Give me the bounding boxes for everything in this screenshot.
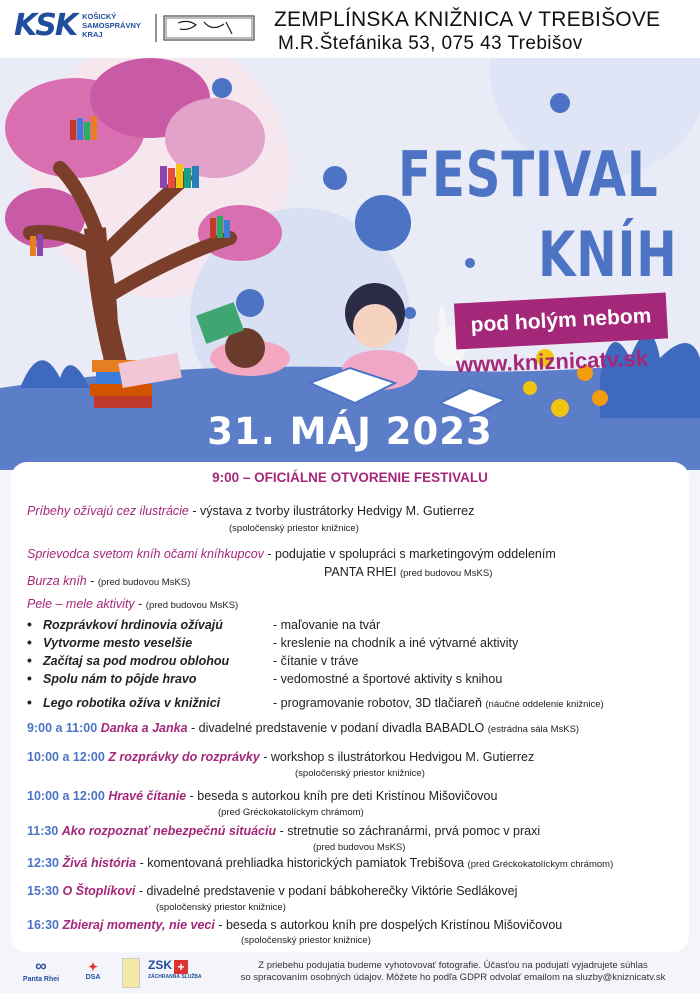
event-row	[27, 884, 517, 898]
bullet: •	[27, 694, 32, 710]
item-text: - podujatie v spolupráci s marketingovým oddelením	[263, 547, 556, 561]
event-title: Zbieraj momenty, nie veci	[62, 918, 215, 932]
event-text: - komentovaná prehliadka historických pamiatok Trebišova	[136, 856, 465, 870]
event-text: - divadelné predstavenie v podaní divadla BABADLO	[187, 721, 485, 735]
event-text: - beseda s autorkou kníh pre dospelých Kristínou Mišovičovou	[214, 918, 563, 932]
activity-desc	[273, 696, 604, 710]
zsk-logo	[148, 958, 210, 980]
ksk-line-2: SAMOSPRÁVNY	[82, 21, 141, 30]
hero-banner	[0, 58, 700, 470]
activity-name: Vytvorme mesto veselšie	[43, 636, 193, 650]
item-title: Burza kníh	[27, 574, 87, 588]
red-cross-icon: +	[174, 960, 188, 974]
festival-title-line-2: KNÍH	[538, 218, 678, 291]
event-location: (spoločenský priestor knižnice)	[295, 768, 425, 779]
library-logo	[150, 10, 258, 46]
infinity-icon: ∞	[35, 958, 47, 975]
gdpr-line-1: Z priebehu podujatia budeme vyhotovovať fotografie. Účasťou na podujatí vyjadrujete súhlas	[258, 960, 648, 971]
bullet: •	[27, 634, 32, 650]
event-location: (spoločenský priestor knižnice)	[156, 902, 286, 913]
ksk-logo	[14, 8, 141, 43]
panta-rhei-logo	[18, 958, 64, 983]
program-item-exhibition	[27, 504, 474, 518]
event-row	[27, 750, 534, 764]
activity-name: Lego robotika ožíva v knižnici	[43, 696, 221, 710]
footer	[0, 952, 700, 993]
library-name: ZEMPLÍNSKA KNIŽNICA V TREBIŠOVE	[274, 8, 661, 31]
event-location: (pred Gréckokatolíckym chrámom)	[467, 859, 614, 870]
event-row	[27, 856, 613, 870]
item-location: (pred budovou MsKS)	[97, 577, 191, 588]
item-separator: -	[134, 597, 146, 611]
partner-name: PANTA RHEI	[324, 565, 397, 579]
panta-rhei-label: Panta Rhei	[22, 976, 60, 983]
bullet: •	[27, 670, 32, 686]
event-title: Hravé čítanie	[108, 789, 187, 803]
event-text: - stretnutie so záchranármi, prvá pomoc v praxi	[276, 824, 541, 838]
gdpr-notice	[218, 960, 688, 984]
activity-desc: - maľovanie na tvár	[273, 618, 381, 632]
event-location: (pred budovou MsKS)	[313, 842, 406, 853]
program-item-booksellers-partner	[324, 565, 492, 579]
event-time: 10:00 a 12:00	[27, 750, 105, 764]
event-title: Ako rozpoznať nebezpečnú situáciu	[61, 824, 277, 838]
item-location: (pred budovou MsKS)	[145, 600, 239, 611]
item-location: (náučné oddelenie knižnice)	[485, 699, 604, 710]
badge-logo	[122, 958, 140, 988]
event-title: Živá história	[62, 856, 137, 870]
dsa-label: DSA	[85, 974, 101, 981]
program-item-booksellers	[27, 547, 556, 561]
gdpr-line-2: so spracovaním osobných údajov. Môžete ho podľa GDPR odvolať emailom na sluzby@kniznicatv.sk	[240, 972, 666, 983]
header	[0, 0, 700, 58]
event-time: 9:00 a 11:00	[27, 721, 98, 735]
item-title: Pele – mele aktivity	[27, 597, 135, 611]
activity-desc-text: - programovanie robotov, 3D tlačiareň	[273, 696, 482, 710]
activity-desc: - vedomostné a športové aktivity s knihou	[273, 672, 503, 686]
ksk-line-3: KRAJ	[82, 30, 103, 39]
event-row	[27, 824, 540, 838]
event-time: 16:30	[27, 918, 59, 932]
zsk-sub-label: ZÁCHRANNÁ SLUŽBA	[148, 974, 202, 981]
ksk-logo-mark: KSK	[14, 8, 77, 43]
event-text: - workshop s ilustrátorkou Hedvigou M. Gutierrez	[259, 750, 535, 764]
dsa-logo	[78, 960, 108, 981]
program-item-book-fair	[27, 574, 190, 588]
event-time: 11:30	[27, 824, 59, 838]
activity-name: Začítaj sa pod modrou oblohou	[43, 654, 230, 668]
activity-name: Rozprávkoví hrdinovia ožívajú	[43, 618, 223, 632]
event-row	[27, 789, 497, 803]
bullet: •	[27, 652, 32, 668]
event-title: O Štoplíkovi	[62, 884, 136, 898]
program-item-activities	[27, 597, 238, 611]
program-panel	[11, 462, 689, 952]
event-title: Z rozprávky do rozprávky	[108, 750, 260, 764]
activity-desc: - čítanie v tráve	[273, 654, 359, 668]
ksk-logo-text	[82, 12, 141, 39]
item-separator: -	[86, 574, 98, 588]
opening-ceremony: 9:00 – OFICIÁLNE OTVORENIE FESTIVALU	[212, 470, 488, 485]
flame-icon: ✦	[87, 960, 99, 974]
activity-desc: - kreslenie na chodník a iné výtvarné aktivity	[273, 636, 519, 650]
event-location: (estrádna sála MsKS)	[487, 724, 580, 735]
event-time: 12:30	[27, 856, 59, 870]
item-title: Príbehy ožívajú cez ilustrácie	[27, 504, 189, 518]
bullet: •	[27, 616, 32, 632]
website-link[interactable]: www.kniznicatv.sk	[455, 345, 649, 378]
activity-name: Spolu nám to pôjde hravo	[43, 672, 197, 686]
item-title: Sprievodca svetom kníh očami kníhkupcov	[27, 547, 264, 561]
event-title: Danka a Janka	[100, 721, 188, 735]
event-text: - divadelné predstavenie v podaní bábkoherečky Viktórie Sedlákovej	[135, 884, 518, 898]
event-location: (spoločenský priestor knižnice)	[241, 935, 371, 946]
event-time: 15:30	[27, 884, 59, 898]
ksk-line-1: KOŠICKÝ	[82, 12, 117, 21]
item-text: - výstava z tvorby ilustrátorky Hedvigy M. Gutierrez	[188, 504, 475, 518]
event-row	[27, 721, 579, 735]
festival-subtitle: pod holým nebom	[454, 292, 668, 349]
zsk-label: ZSK	[148, 958, 172, 972]
festival-title-line-1: FESTIVAL	[398, 138, 659, 211]
festival-date: 31. MÁJ 2023	[207, 410, 493, 453]
event-row	[27, 918, 562, 932]
item-location: (pred budovou MsKS)	[399, 568, 493, 579]
event-time: 10:00 a 12:00	[27, 789, 105, 803]
item-location: (spoločenský priestor knižnice)	[229, 523, 359, 534]
event-text: - beseda s autorkou kníh pre deti Kristínou Mišovičovou	[186, 789, 498, 803]
event-location: (pred Gréckokatolíckym chrámom)	[218, 807, 364, 818]
library-address: M.R.Štefánika 53, 075 43 Trebišov	[278, 33, 583, 54]
